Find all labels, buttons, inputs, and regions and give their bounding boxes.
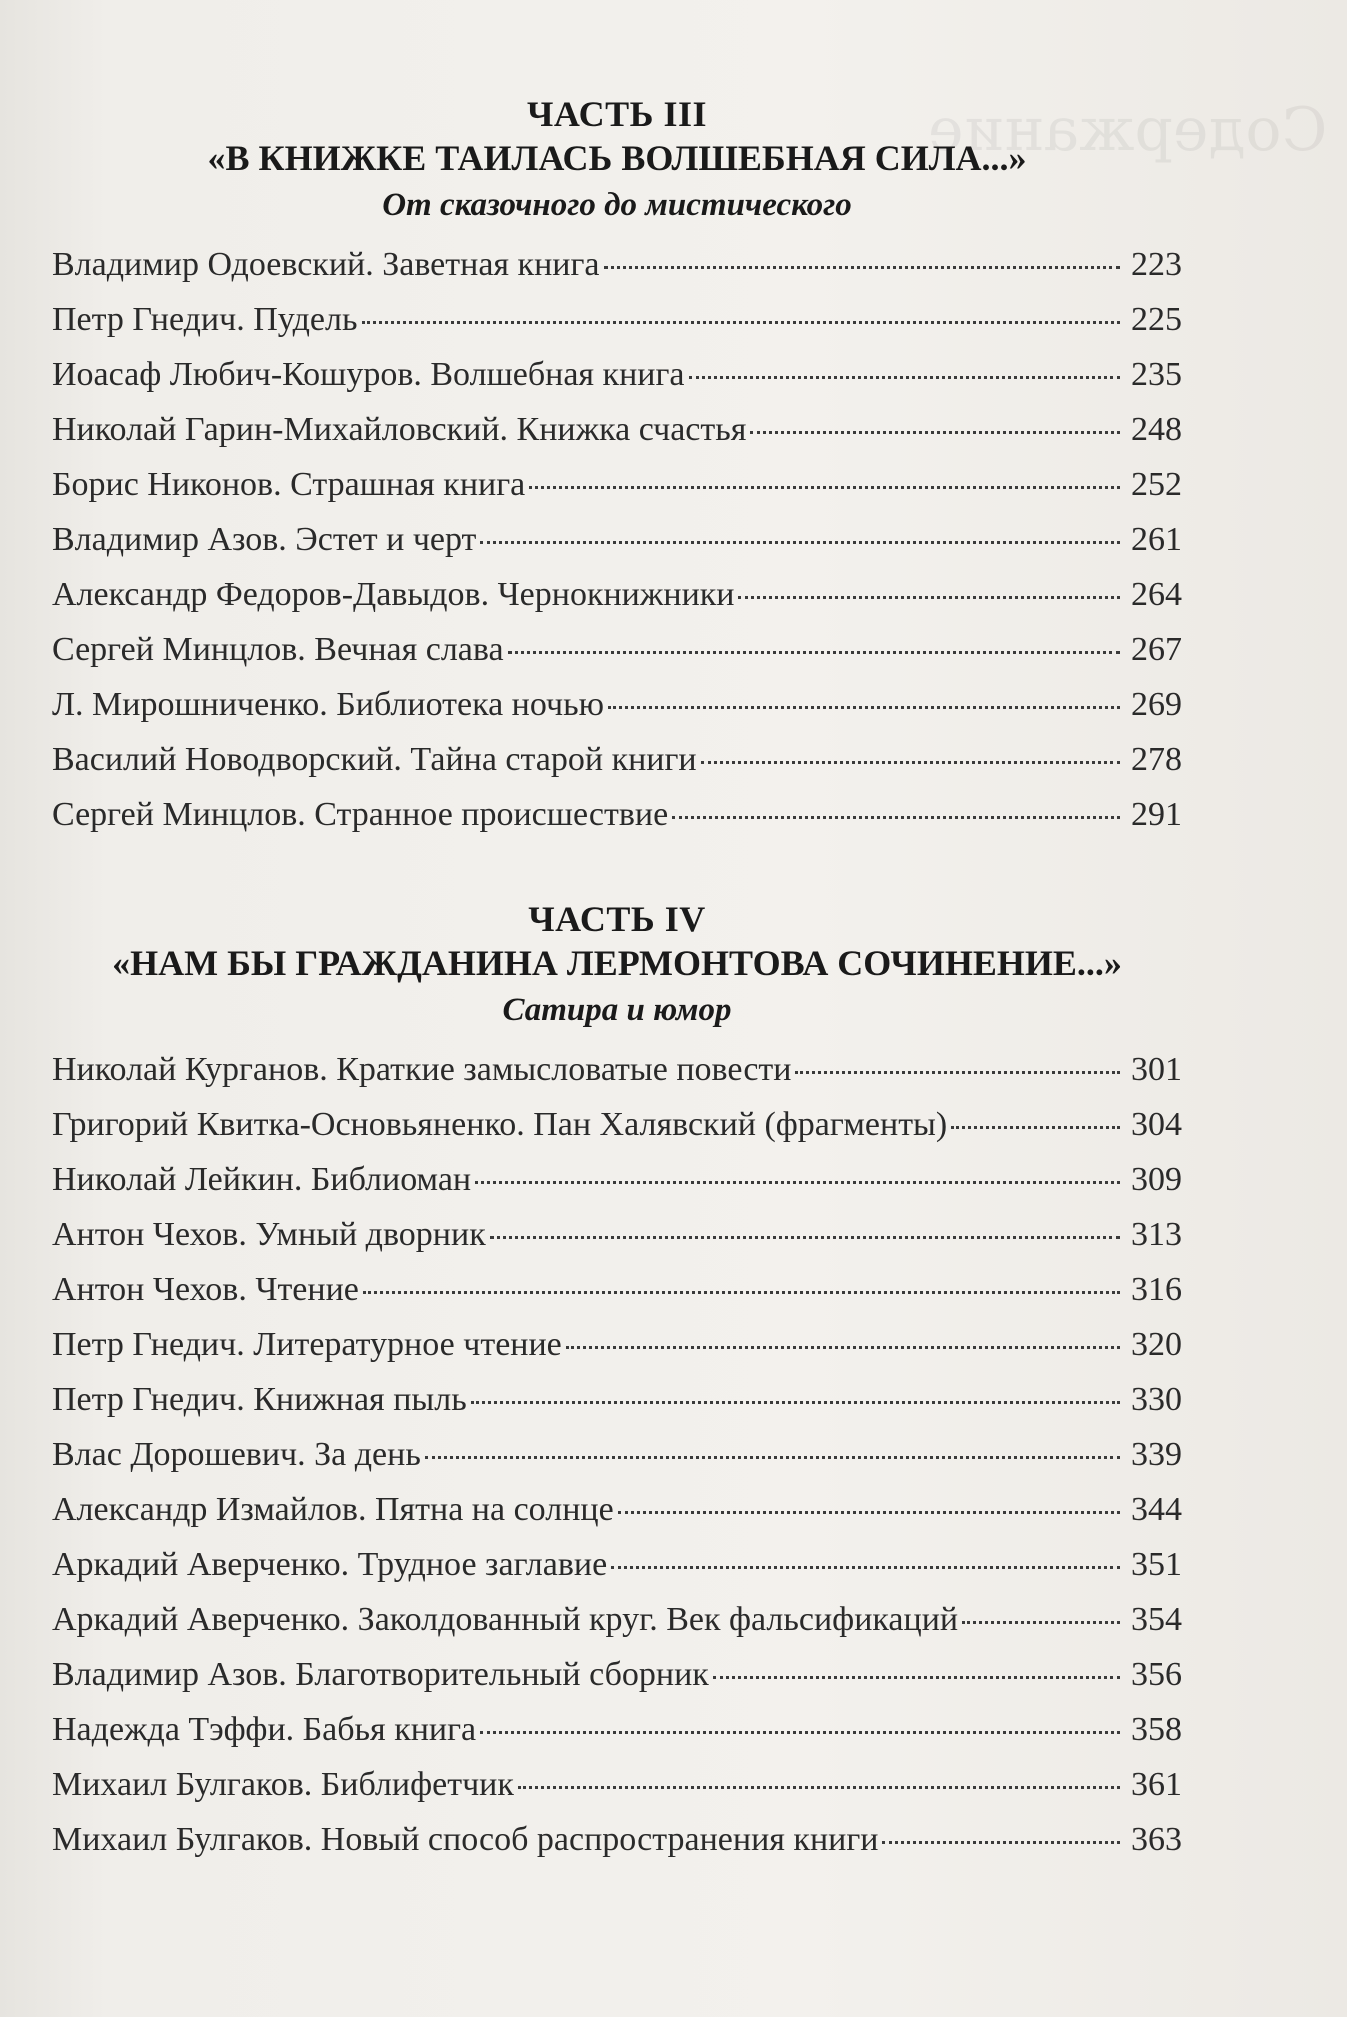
dot-leader <box>738 596 1120 599</box>
toc-entry <box>52 466 1182 521</box>
dot-leader <box>672 816 1120 819</box>
entry-page: 291 <box>1131 796 1182 833</box>
dot-leader <box>508 651 1120 654</box>
dot-leader <box>611 1566 1120 1569</box>
toc-entry <box>52 1821 1182 1876</box>
toc-entry <box>52 1601 1182 1656</box>
entry-page: 301 <box>1131 1051 1182 1088</box>
entry-page: 235 <box>1131 356 1182 393</box>
entry-title: Михаил Булгаков. Новый способ распространения книги <box>52 1821 879 1858</box>
entry-title: Петр Гнедич. Книжная пыль <box>52 1381 467 1418</box>
entry-page: 330 <box>1131 1381 1182 1418</box>
entry-title: Владимир Азов. Благотворительный сборник <box>52 1656 709 1693</box>
entry-page: 351 <box>1131 1546 1182 1583</box>
dot-leader <box>518 1786 1120 1789</box>
part-4-header <box>52 897 1182 1033</box>
entry-page: 316 <box>1131 1271 1182 1308</box>
entry-page: 264 <box>1131 576 1182 613</box>
entry-page: 267 <box>1131 631 1182 668</box>
dot-leader <box>701 761 1120 764</box>
toc-entry <box>52 1711 1182 1766</box>
entry-page: 225 <box>1131 301 1182 338</box>
dot-leader <box>425 1456 1120 1459</box>
entry-title: Аркадий Аверченко. Трудное заглавие <box>52 1546 608 1583</box>
entry-page: 269 <box>1131 686 1182 723</box>
toc-entry <box>52 356 1182 411</box>
toc-entry <box>52 1271 1182 1326</box>
entry-page: 358 <box>1131 1711 1182 1748</box>
entry-page: 309 <box>1131 1161 1182 1198</box>
toc-entry <box>52 576 1182 631</box>
entry-title: Антон Чехов. Чтение <box>52 1271 359 1308</box>
entry-title: Николай Гарин-Михайловский. Книжка счастья <box>52 411 747 448</box>
entry-page: 278 <box>1131 741 1182 778</box>
entry-title: Владимир Азов. Эстет и черт <box>52 521 477 558</box>
toc-entry <box>52 301 1182 356</box>
entry-page: 339 <box>1131 1436 1182 1473</box>
toc-entry <box>52 1051 1182 1106</box>
toc-entry <box>52 1326 1182 1381</box>
part-subtitle: «В КНИЖКЕ ТАИЛАСЬ ВОЛШЕБНАЯ СИЛА...» <box>207 138 1027 178</box>
part-3-entries <box>52 246 1182 851</box>
entry-page: 313 <box>1131 1216 1182 1253</box>
entry-page: 223 <box>1131 246 1182 283</box>
toc-entry <box>52 1491 1182 1546</box>
dot-leader <box>713 1676 1120 1679</box>
toc-entry <box>52 1656 1182 1711</box>
dot-leader <box>362 321 1121 324</box>
dot-leader <box>951 1126 1120 1129</box>
toc-entry <box>52 1216 1182 1271</box>
part-genre: От сказочного до мистического <box>382 187 852 223</box>
dot-leader <box>480 541 1120 544</box>
entry-title: Владимир Одоевский. Заветная книга <box>52 246 600 283</box>
part-title: ЧАСТЬ III <box>527 94 707 134</box>
toc-entry <box>52 796 1182 851</box>
entry-page: 248 <box>1131 411 1182 448</box>
entry-title: Надежда Тэффи. Бабья книга <box>52 1711 477 1748</box>
dot-leader <box>608 706 1120 709</box>
entry-page: 320 <box>1131 1326 1182 1363</box>
part-title: ЧАСТЬ IV <box>528 899 706 939</box>
entry-page: 363 <box>1131 1821 1182 1858</box>
toc-entry <box>52 1436 1182 1491</box>
toc-entry <box>52 631 1182 686</box>
toc-entry <box>52 1546 1182 1601</box>
part-4-entries <box>52 1051 1182 1876</box>
dot-leader <box>471 1401 1120 1404</box>
entry-title: Борис Никонов. Страшная книга <box>52 466 526 503</box>
table-of-contents <box>52 92 1182 1876</box>
entry-page: 356 <box>1131 1656 1182 1693</box>
dot-leader <box>566 1346 1120 1349</box>
dot-leader <box>490 1236 1120 1239</box>
dot-leader <box>363 1291 1120 1294</box>
entry-page: 344 <box>1131 1491 1182 1528</box>
dot-leader <box>480 1731 1120 1734</box>
dot-leader <box>882 1841 1120 1844</box>
dot-leader <box>529 486 1120 489</box>
entry-page: 361 <box>1131 1766 1182 1803</box>
toc-entry <box>52 686 1182 741</box>
entry-title: Григорий Квитка-Основьяненко. Пан Халявский (фрагменты) <box>52 1106 948 1143</box>
entry-page: 304 <box>1131 1106 1182 1143</box>
entry-title: Иоасаф Любич-Кошуров. Волшебная книга <box>52 356 685 393</box>
part-3-header <box>52 92 1182 228</box>
toc-entry <box>52 1766 1182 1821</box>
entry-title: Петр Гнедич. Пудель <box>52 301 358 338</box>
dot-leader <box>962 1621 1120 1624</box>
entry-title: Сергей Минцлов. Вечная слава <box>52 631 504 668</box>
entry-page: 354 <box>1131 1601 1182 1638</box>
entry-page: 261 <box>1131 521 1182 558</box>
bleed-through-text: Содержание <box>927 95 1327 165</box>
toc-entry <box>52 246 1182 301</box>
entry-title: Александр Федоров-Давыдов. Чернокнижники <box>52 576 735 613</box>
toc-entry <box>52 1106 1182 1161</box>
entry-title: Аркадий Аверченко. Заколдованный круг. Век фальсификаций <box>52 1601 959 1638</box>
dot-leader <box>750 431 1120 434</box>
entry-title: Николай Курганов. Краткие замысловатые повести <box>52 1051 792 1088</box>
entry-title: Александр Измайлов. Пятна на солнце <box>52 1491 614 1528</box>
toc-entry <box>52 521 1182 576</box>
entry-title: Николай Лейкин. Библиоман <box>52 1161 472 1198</box>
dot-leader <box>475 1181 1120 1184</box>
toc-entry <box>52 741 1182 796</box>
dot-leader <box>604 266 1120 269</box>
part-genre: Сатира и юмор <box>502 992 732 1028</box>
entry-title: Михаил Булгаков. Библифетчик <box>52 1766 514 1803</box>
toc-entry <box>52 1381 1182 1436</box>
dot-leader <box>689 376 1120 379</box>
entry-title: Сергей Минцлов. Странное происшествие <box>52 796 669 833</box>
dot-leader <box>795 1071 1120 1074</box>
entry-page: 252 <box>1131 466 1182 503</box>
entry-title: Антон Чехов. Умный дворник <box>52 1216 486 1253</box>
part-subtitle: «НАМ БЫ ГРАЖДАНИНА ЛЕРМОНТОВА СОЧИНЕНИЕ...» <box>112 943 1122 983</box>
entry-title: Василий Новодворский. Тайна старой книги <box>52 741 697 778</box>
toc-entry <box>52 411 1182 466</box>
toc-entry <box>52 1161 1182 1216</box>
entry-title: Петр Гнедич. Литературное чтение <box>52 1326 562 1363</box>
entry-title: Л. Мирошниченко. Библиотека ночью <box>52 686 604 723</box>
dot-leader <box>618 1511 1120 1514</box>
entry-title: Влас Дорошевич. За день <box>52 1436 421 1473</box>
